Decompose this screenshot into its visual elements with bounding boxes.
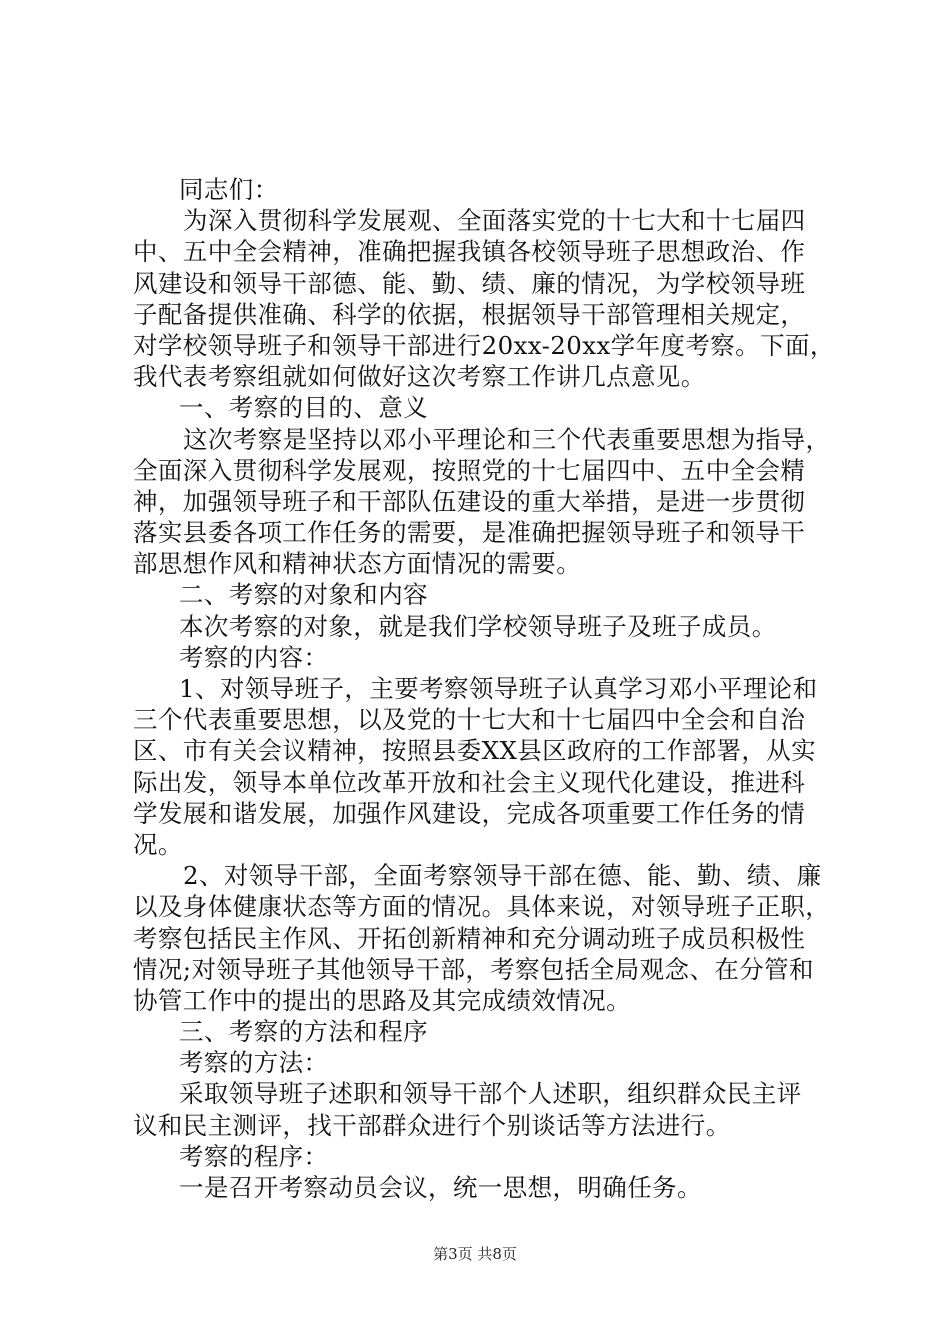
text-line: 协管工作中的提出的思路及其完成绩效情况。 xyxy=(133,985,631,1015)
text-line: 一、考察的目的、意义 xyxy=(179,393,428,423)
text-line: 为深入贯彻科学发展观、全面落实党的十七大和十七届四 xyxy=(183,206,806,236)
text-line: 况。 xyxy=(133,829,183,859)
text-line: 议和民主测评，找干部群众进行个别谈话等方法进行。 xyxy=(133,1110,731,1140)
text-line: 风建设和领导干部德、能、勤、绩、廉的情况，为学校领导班 xyxy=(133,268,806,298)
text-line: 1、对领导班子，主要考察领导班子认真学习邓小平理论和 xyxy=(179,674,818,703)
document-body xyxy=(133,174,833,1203)
text-line: 以及身体健康状态等方面的情况。具体来说，对领导班子正职， xyxy=(133,892,831,922)
text-line: 情况;对领导班子其他领导干部，考察包括全局观念、在分管和 xyxy=(133,954,814,984)
text-line: 同志们： xyxy=(179,175,279,204)
text-line: 本次考察的对象，就是我们学校领导班子及班子成员。 xyxy=(179,611,777,641)
text-line: 这次考察是坚持以邓小平理论和三个代表重要思想为指导， xyxy=(183,424,831,454)
text-line: 考察的内容： xyxy=(179,642,329,672)
text-line: 学发展和谐发展，加强作风建设，完成各项重要工作任务的情 xyxy=(133,798,806,828)
text-line: 际出发，领导本单位改革开放和社会主义现代化建设，推进科 xyxy=(133,767,806,797)
text-line: 二、考察的对象和内容 xyxy=(179,580,428,610)
text-line: 子配备提供准确、科学的依据，根据领导干部管理相关规定， xyxy=(133,299,806,329)
text-line: 考察包括民主作风、开拓创新精神和充分调动班子成员积极性 xyxy=(133,923,806,953)
text-line: 采取领导班子述职和领导干部个人述职，组织群众民主评 xyxy=(179,1079,802,1109)
text-line: 考察的程序： xyxy=(179,1141,329,1171)
text-line: 我代表考察组就如何做好这次考察工作讲几点意见。 xyxy=(133,362,706,392)
text-line: 部思想作风和精神状态方面情况的需要。 xyxy=(133,549,582,579)
text-line: 全面深入贯彻科学发展观，按照党的十七届四中、五中全会精 xyxy=(133,455,806,485)
text-line: 中、五中全会精神，准确把握我镇各校领导班子思想政治、作 xyxy=(133,237,806,267)
text-line: 三、考察的方法和程序 xyxy=(179,1017,428,1047)
text-line: 落实县委各项工作任务的需要，是准确把握领导班子和领导干 xyxy=(133,518,806,548)
text-line: 神，加强领导班子和干部队伍建设的重大举措，是进一步贯彻 xyxy=(133,486,806,516)
text-line: 三个代表重要思想，以及党的十七大和十七届四中全会和自治 xyxy=(133,705,806,735)
text-line: 区、市有关会议精神，按照县委XX县区政府的工作部署，从实 xyxy=(133,736,817,766)
page-number-footer: 第3页 共8页 xyxy=(433,1245,517,1263)
text-line: 考察的方法： xyxy=(179,1048,329,1078)
text-line: 对学校领导班子和领导干部进行20xx-20xx学年度考察。下面， xyxy=(133,330,835,360)
text-line: 2、对领导干部，全面考察领导干部在德、能、勤、绩、廉 xyxy=(183,861,822,891)
text-line: 一是召开考察动员会议，统一思想，明确任务。 xyxy=(179,1173,702,1202)
